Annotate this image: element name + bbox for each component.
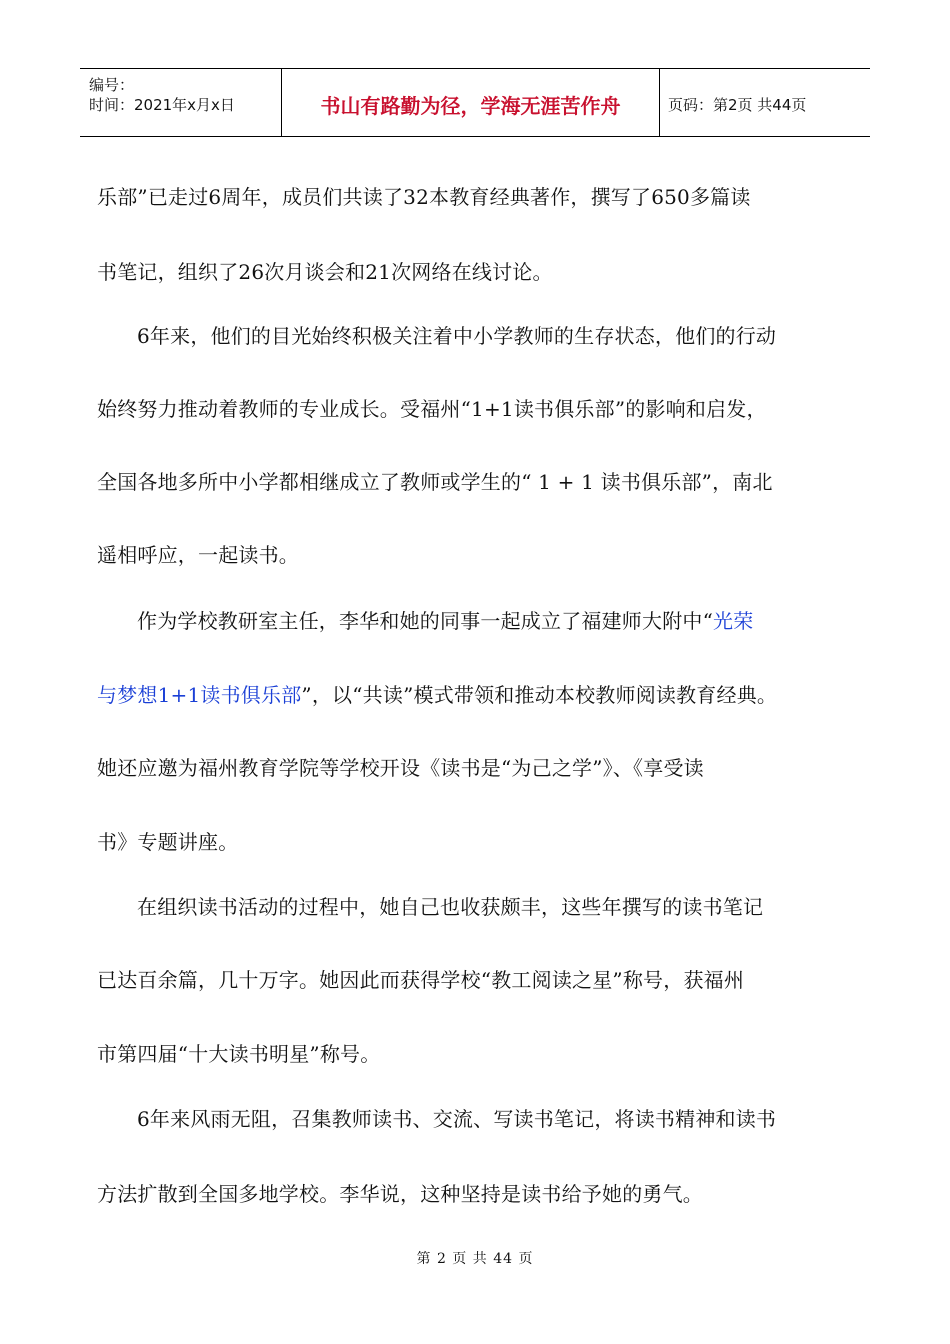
paragraph-line: 遥相呼应，一起读书。 [97,543,299,567]
header-table [80,68,870,137]
time-label: 时间：2021年x月x日 [89,96,235,114]
paragraph-line: 与梦想1+1读书俱乐部”，以“共读”模式带领和推动本校教师阅读教育经典。 [97,683,778,707]
header-meta-cell [80,69,282,136]
club-link[interactable]: 与梦想1+1读书俱乐部 [97,683,302,707]
paragraph-line: 书》专题讲座。 [97,830,239,854]
paragraph-line: 6年来风雨无阻，召集教师读书、交流、写读书笔记，将读书精神和读书 [137,1107,777,1131]
header-motto: 书山有路勤为径，学海无涯苦作舟 [282,69,660,136]
paragraph-line: 作为学校教研室主任，李华和她的同事一起成立了福建师大附中“光荣 [137,609,754,633]
paragraph-line: 6年来，他们的目光始终积极关注着中小学教师的生存状态，他们的行动 [137,324,777,348]
code-label: 编号： [89,76,135,94]
paragraph-line: 始终努力推动着教师的专业成长。受福州“1+1读书俱乐部”的影响和启发， [97,397,767,421]
paragraph-line: 方法扩散到全国多地学校。李华说，这种坚持是读书给予她的勇气。 [97,1182,703,1206]
header-page-label: 页码：第2页 共44页 [668,96,807,114]
paragraph-line: 乐部”已走过6周年，成员们共读了32本教育经典著作，撰写了650多篇读 [97,185,751,209]
paragraph-line: 书笔记，组织了26次月谈会和21次网络在线讨论。 [97,260,553,284]
paragraph-line: 市第四届“十大读书明星”称号。 [97,1042,381,1066]
paragraph-line: 在组织读书活动的过程中，她自己也收获颇丰，这些年撰写的读书笔记 [137,895,764,919]
paragraph-line: 她还应邀为福州教育学院等学校开设《读书是“为己之学”》、《享受读 [97,756,704,780]
paragraph-line: 已达百余篇，几十万字。她因此而获得学校“教工阅读之星”称号，获福州 [97,968,745,992]
paragraph-line: 全国各地多所中小学都相继成立了教师或学生的“ 1 + 1 读书俱乐部”，南北 [97,470,773,494]
page-footer: 第 2 页 共 44 页 [416,1251,534,1267]
club-link[interactable]: 光荣 [713,609,754,633]
